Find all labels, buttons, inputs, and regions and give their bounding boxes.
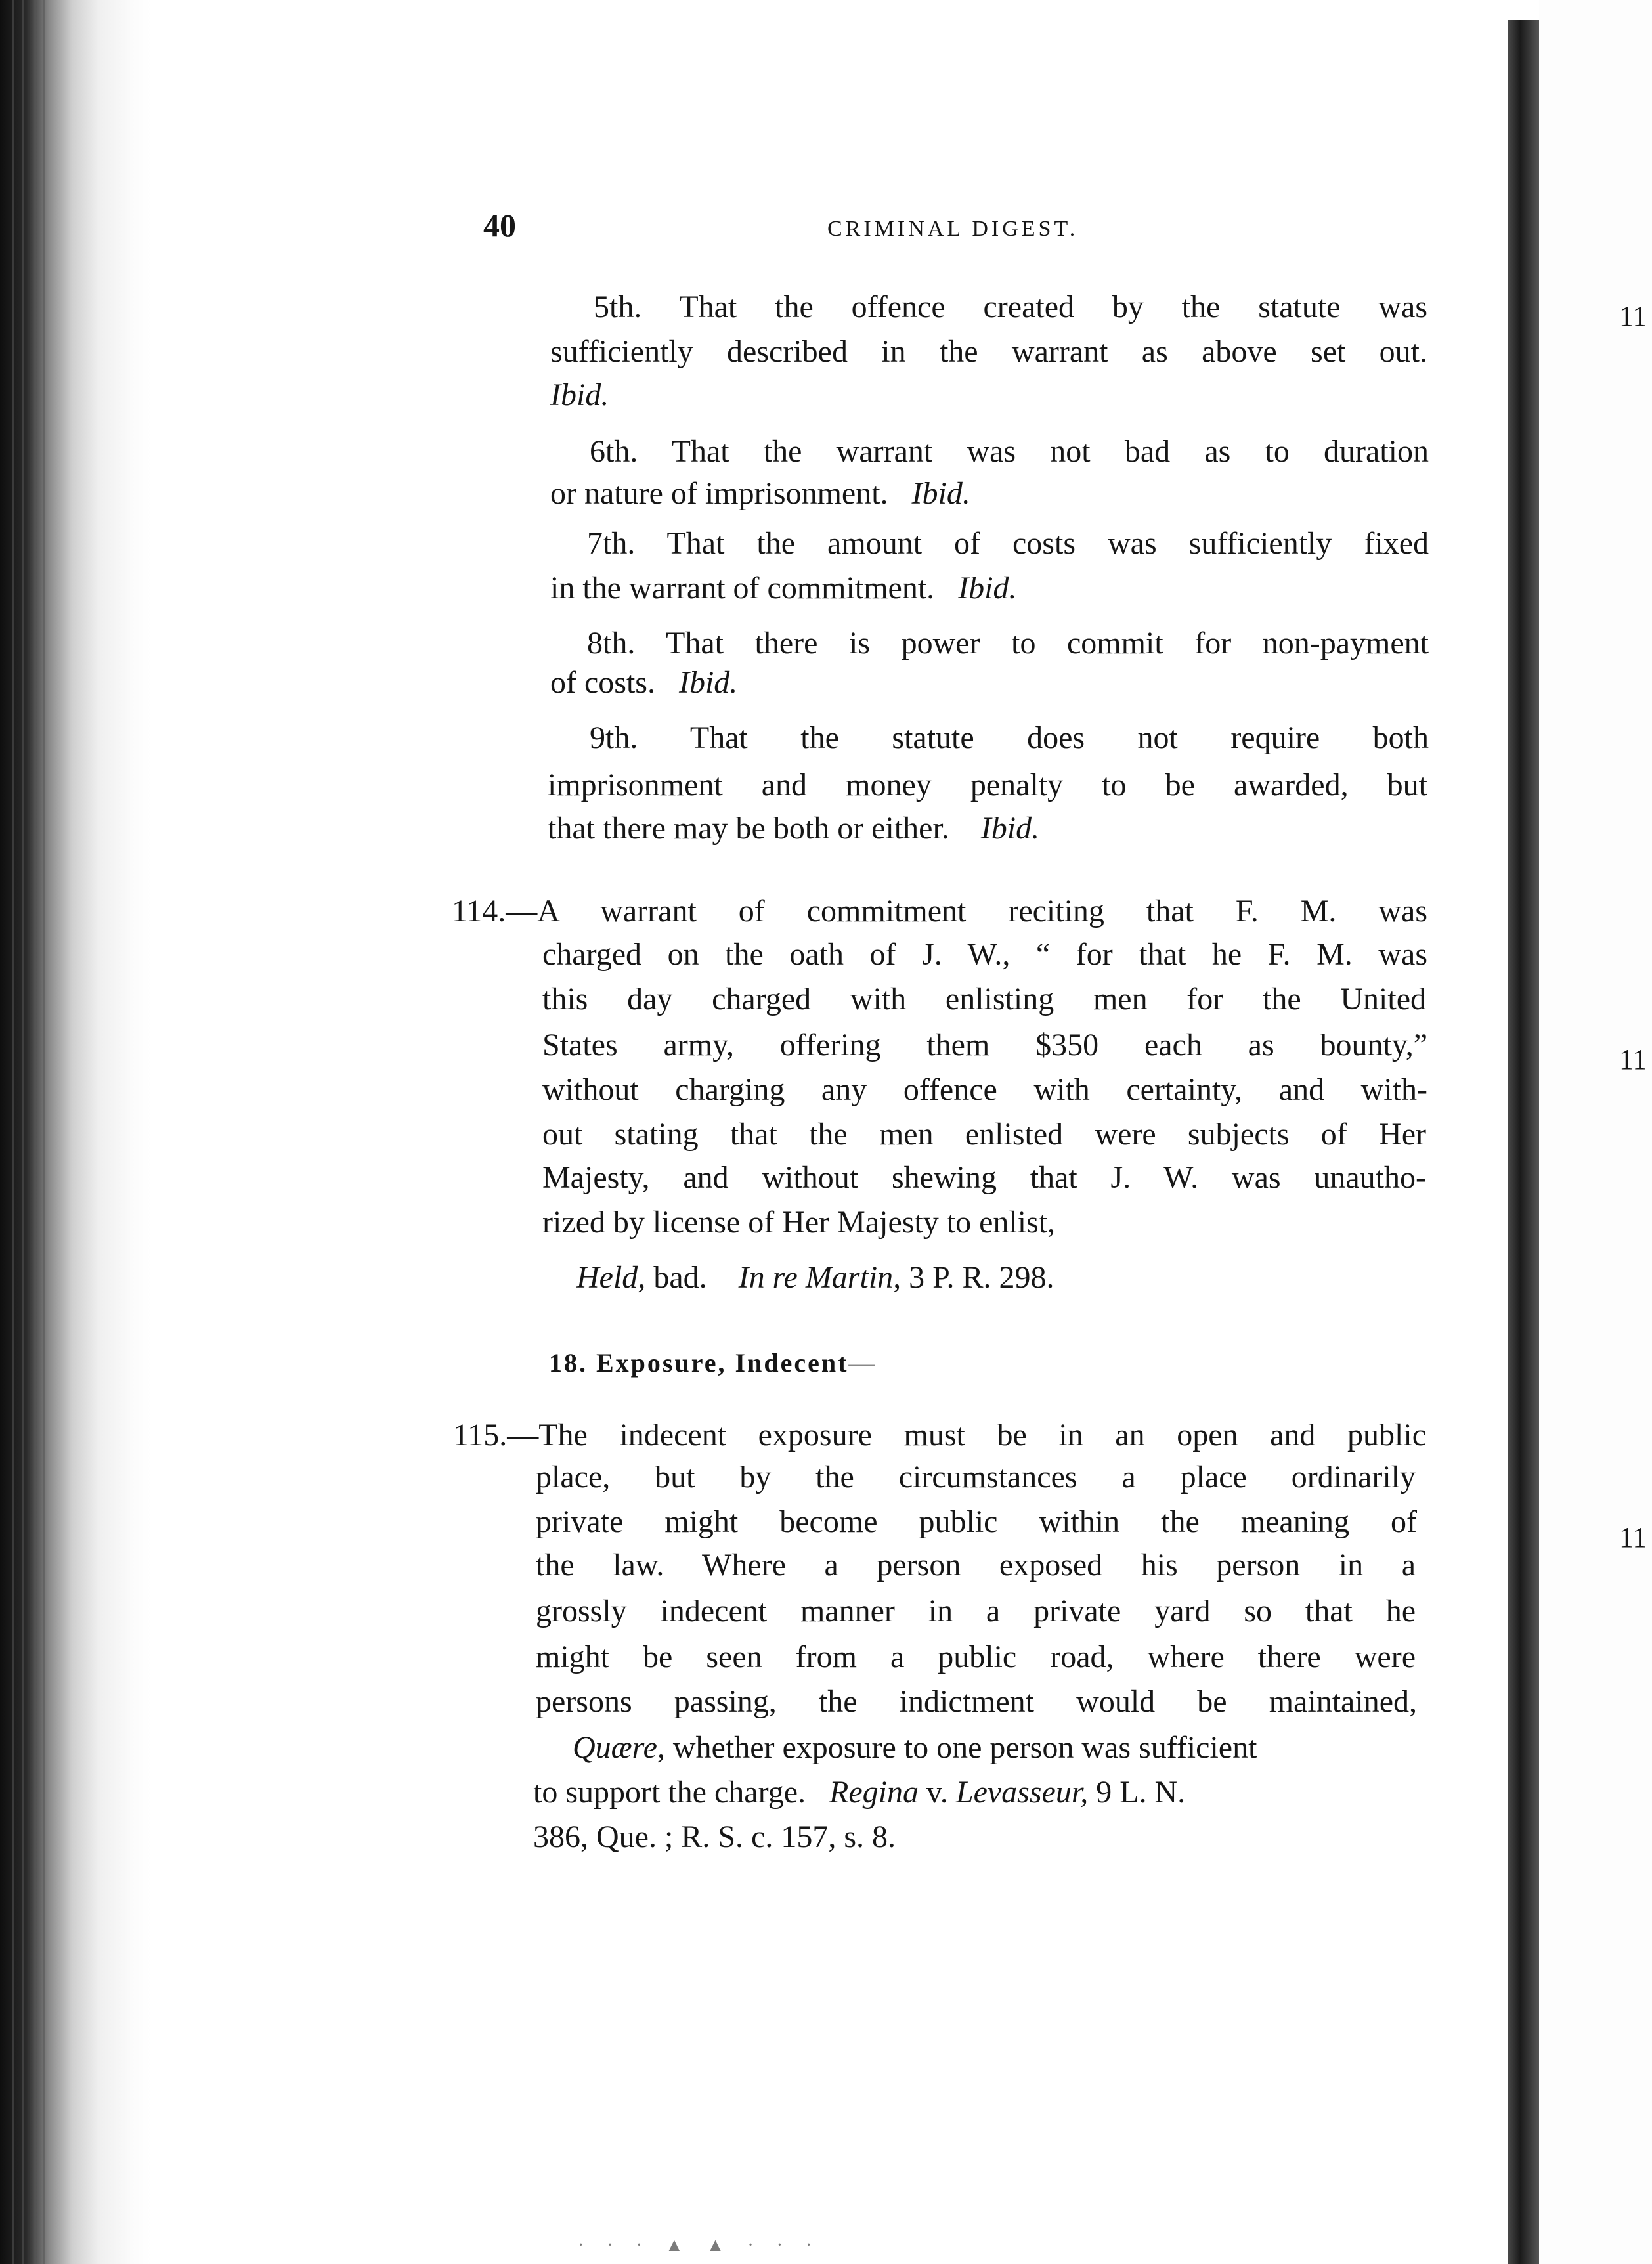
citation-ibid: Ibid. [980,811,1040,846]
held-result: bad. [653,1260,707,1295]
text-line: States army, offering them $350 each as bounty,” [542,1028,1427,1062]
binding-streak [12,0,14,2264]
text-line: out stating that the men enlisted were subjects of Her [542,1117,1426,1152]
text-line [550,573,1017,604]
facing-page-number: 11 [1619,1043,1647,1076]
text-line: 7th. That the amount of costs was sufficiently fixed [587,526,1429,561]
case-reporter: 9 L. N. [1096,1775,1186,1810]
text-segment: that there may be both or either. [548,811,949,846]
text-line: sufficiently described in the warrant as above set out. [550,334,1427,369]
text-segment: in the warrant of commitment. [550,571,935,605]
case-name: Regina [829,1775,919,1810]
case-versus: v. [926,1775,948,1810]
text-line: without charging any offence with certainty, and with- [542,1072,1427,1107]
facing-page-number: 11 [1619,1521,1647,1554]
text-segment: or nature of imprisonment. [550,476,888,511]
citation-ibid: Ibid. [678,665,738,700]
running-head: CRIMINAL DIGEST. [827,217,1079,241]
page-gutter [1508,20,1539,2264]
case-name: In re Martin, [738,1260,902,1295]
text-line: rized by license of Her Majesty to enlist, [542,1205,1056,1240]
section-dash: — [848,1348,875,1378]
binding-streak [34,0,36,2264]
text-line: place, but by the circumstances a place ordinarily [536,1460,1416,1494]
text-line: 115.—The indecent exposure must be in an open and public [453,1418,1426,1452]
scan-artifact: · · · ▲ ▲ · · · [578,2235,821,2255]
text-line: 386, Que. ; R. S. c. 157, s. 8. [533,1819,896,1854]
held-label: Held, [576,1260,646,1295]
text-line: this day charged with enlisting men for the United [542,982,1426,1016]
book-binding-edge [0,0,151,2264]
citation-ibid: Ibid. [958,571,1017,605]
binding-streak [43,0,45,2264]
text-segment: to support the charge. [533,1775,806,1810]
text-line: private might become public within the meaning of [536,1504,1417,1539]
text-line: charged on the oath of J. W., “ for that he F. M. was [542,937,1427,972]
citation-ibid: Ibid. [550,378,609,412]
text-line [550,478,970,510]
text-line: imprisonment and money penalty to be awarded, but [548,768,1427,802]
binding-streak [22,0,24,2264]
facing-page [1539,0,1652,2264]
text-line [573,1732,1257,1764]
text-line: might be seen from a public road, where there were [536,1640,1416,1674]
text-line: 9th. That the statute does not require both [590,720,1429,755]
text-line: the law. Where a person exposed his person in a [536,1548,1416,1582]
text-line: 5th. That the offence created by the statute was [594,290,1427,324]
case-name: Levasseur, [955,1775,1089,1810]
text-segment: of costs. [550,665,655,700]
text-line: 114.—A warrant of commitment reciting that F. M. was [452,894,1427,928]
section-title: 18. Exposure, Indecent [549,1348,849,1378]
quaere-label: Quære, [573,1730,665,1765]
text-line [550,667,737,699]
case-reporter: 3 P. R. 298. [909,1260,1054,1295]
holding-line [576,1262,1054,1294]
text-line: 8th. That there is power to commit for non-payment [587,626,1429,661]
text-line: persons passing, the indictment would be maintained, [536,1684,1417,1719]
text-segment: whether exposure to one person was sufficient [672,1730,1257,1765]
text-line: grossly indecent manner in a private yard so that he [536,1594,1416,1628]
page-number: 40 [483,207,516,244]
facing-page-number: 11 [1619,300,1647,332]
text-line [533,1777,1185,1808]
text-line: Majesty, and without shewing that J. W. was unautho- [542,1160,1426,1195]
text-line [548,813,1039,844]
text-line: 6th. That the warrant was not bad as to duration [590,434,1429,469]
section-heading [549,1347,875,1378]
citation-ibid: Ibid. [911,476,970,511]
